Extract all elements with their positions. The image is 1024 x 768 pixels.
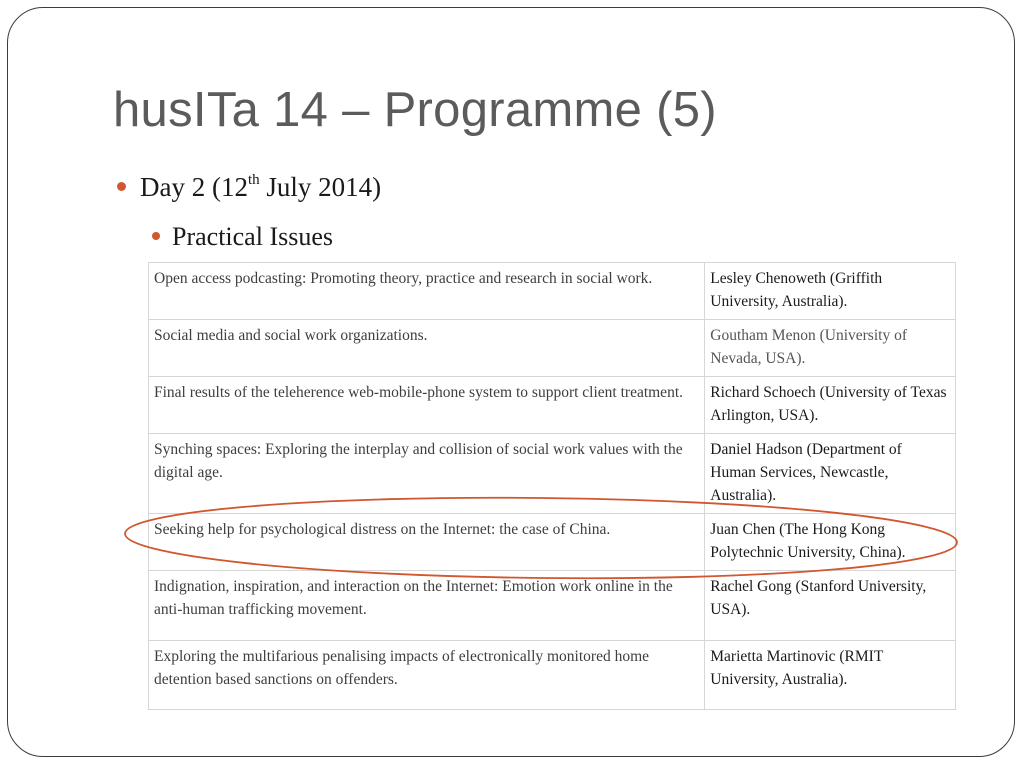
talk-title: Open access podcasting: Promoting theory, practice and research in social work. [149,263,705,320]
bullet-dot-icon [152,232,160,240]
table-row [149,320,956,377]
speaker: Goutham Menon (University of Nevada, USA). [705,320,956,377]
talk-title: Exploring the multifarious penalising impacts of electronically monitored home detention based sanctions on offenders. [149,641,705,710]
talk-title: Synching spaces: Exploring the interplay and collision of social work values with the digital age. [149,434,705,514]
table-row [149,377,956,434]
table-row [149,571,956,641]
slide-title: husITa 14 – Programme (5) [113,83,717,137]
speaker: Marietta Martinovic (RMIT University, Australia). [705,641,956,710]
talk-title: Final results of the teleherence web-mobile-phone system to support client treatment. [149,377,705,434]
bullet-day [117,172,381,203]
speaker: Richard Schoech (University of Texas Arlington, USA). [705,377,956,434]
day-superscript: th [247,172,260,188]
talk-title: Indignation, inspiration, and interaction on the Internet: Emotion work online in the anti-human trafficking movement. [149,571,705,641]
table-row [149,514,956,571]
speaker: Juan Chen (The Hong Kong Polytechnic University, China). [705,514,956,571]
speaker: Daniel Hadson (Department of Human Services, Newcastle, Australia). [705,434,956,514]
bullet-section [152,222,333,252]
speaker: Rachel Gong (Stanford University, USA). [705,571,956,641]
day-suffix: July 2014) [259,172,382,202]
table-row [149,641,956,710]
speaker: Lesley Chenoweth (Griffith University, Australia). [705,263,956,320]
section-label: Practical Issues [172,222,334,251]
table-row [149,263,956,320]
talk-title: Social media and social work organizations. [149,320,705,377]
table-row [149,434,956,514]
day-prefix: Day 2 (12 [140,172,248,202]
bullet-dot-icon [117,182,126,191]
talk-title: Seeking help for psychological distress on the Internet: the case of China. [149,514,705,571]
programme-table [148,262,956,710]
